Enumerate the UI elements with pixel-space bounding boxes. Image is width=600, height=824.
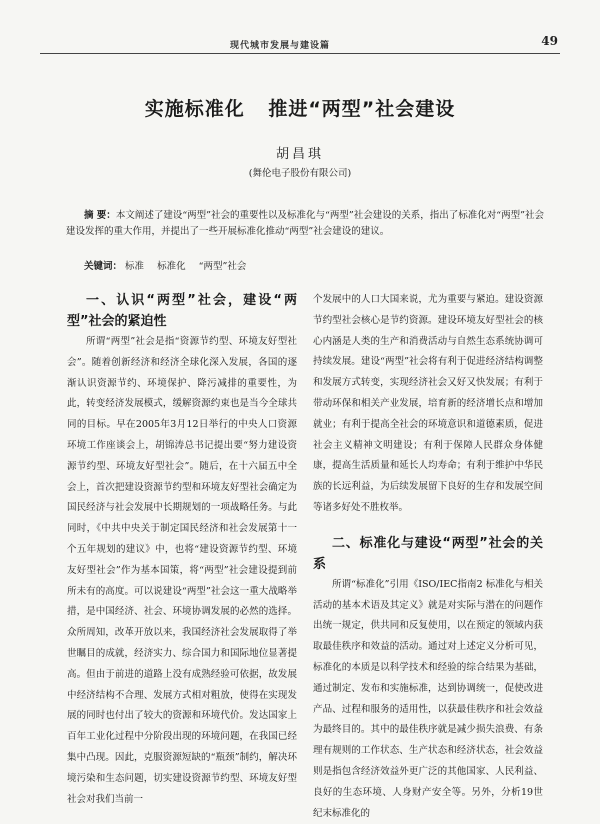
abstract [66, 208, 544, 240]
right-column [313, 290, 543, 824]
section-1-heading: 一、认识“两型”社会，建设“两型”社会的紧迫性 [67, 293, 297, 329]
header-rule [40, 53, 560, 54]
keywords-label: 关键词： [84, 261, 123, 272]
section-2-heading: 二、标准化与建设“两型”社会的关系 [313, 535, 543, 572]
keyword: 标准 [125, 261, 145, 272]
section-2-paragraph: 所谓“标准化”引用《ISO/IEC指南2 标准化与相关活动的基本术语及其定义》就是对实际与潜在的问题作出统一规定，供共同和反复使用，以在预定的领域内获取最佳秩序和效益的活动。通过对上述定义分析可见，标准化的本质是以科学技术和经验的综合结果为基础，通过制定、发布和实施标准，达到协调统一，促使改进产品、过程和服务的适用性，以获最佳秩序和社会效益为最终目的。其中的最佳秩序就是减少损失浪费、有条理有规则的工作状态、生产状态和经济状态，社会效益则是指包含经济效益外更广泛的其他国家、人民利益、良好的生态环境、人身财产安全等。另外，分析19世纪末标准化的 [313, 578, 543, 819]
abstract-text: 本文阐述了建设“两型”社会的重要性以及标准化与“两型”社会建设的关系，指出了标准化对“两型”社会建设发挥的重大作用，并提出了一些开展标准化推动“两型”社会建设的建议。 [66, 210, 544, 237]
keyword: “两型”社会 [198, 261, 247, 272]
running-head: 现代城市发展与建设篇 [230, 41, 331, 51]
author-name: 胡昌琪 [275, 147, 324, 162]
page-number: 49 [541, 34, 558, 48]
left-column [67, 290, 297, 810]
keywords [84, 258, 256, 272]
article-title: 实施标准化 推进“两型”社会建设 [144, 98, 456, 120]
keyword: 标准化 [157, 261, 186, 272]
abstract-label: 摘 要： [84, 210, 116, 221]
author-affiliation: (舞伦电子股份有限公司) [248, 168, 352, 179]
section-1-paragraph: 所谓“两型”社会是指“资源节约型、环境友好型社会”。随着创新经济和经济全球化深入发展，各国的逐渐认识资源节约、环境保护、降污减排的重要性，为此，转变经济发展模式，缓解资源约束也是当今全球共同的目标。早在2005年3月12日举行的中央人口资源环境工作座谈会上，胡锦涛总书记提出要“努力建设资源节约型、环境友好型社会”。随后，在十六届五中全会上，首次把建设资源节约型和环境友好型社会确定为国民经济与社会发展中长期规划的一项战略任务。与此同时，《中共中央关于制定国民经济和社会发展第十一个五年规划的建议》中，也将“建设资源节约型、环境友好型社会”作为基本国策，将“两型”社会建设提到前所未有的高度。可以说建设“两型”社会这一重大战略举措，是中国经济、社会、环境协调发展的必然的选择。众所周知，改革开放以来，我国经济社会发展取得了举世瞩目的成就，经济实力、综合国力和国际地位显著提高。但由于前进的道路上没有成熟经验可依据，故发展中经济结构不合理、发展方式相对粗放，使得在实现发展的同时也付出了较大的资源和环境代价。发达国家上百年工业化过程中分阶段出现的环境问题，在我国已经集中凸现。因此，克服资源短缺的“瓶颈”制约，解决环境污染和生态问题，切实建设资源节约型、环境友好型社会对我们当前一 [67, 336, 297, 805]
section-1-paragraph-continued: 个发展中的人口大国来说，尤为重要与紧迫。建设资源节约型社会核心是节约资源。建设环境友好型社会的核心内涵是人类的生产和消费活动与自然生态系统协调可持续发展。建设“两型”社会将有利于促进经济结构调整和发展方式转变，实现经济社会又好又快发展；有利于带动环保和相关产业发展，培育新的经济增长点和增加就业；有利于提高全社会的环境意识和道德素质，促进社会主义精神文明建设；有利于保障人民群众身体健康，提高生活质量和延长人均寿命；有利于维护中华民族的长远利益，为后续发展留下良好的生存和发展空间等诸多好处不胜枚举。 [313, 294, 543, 513]
